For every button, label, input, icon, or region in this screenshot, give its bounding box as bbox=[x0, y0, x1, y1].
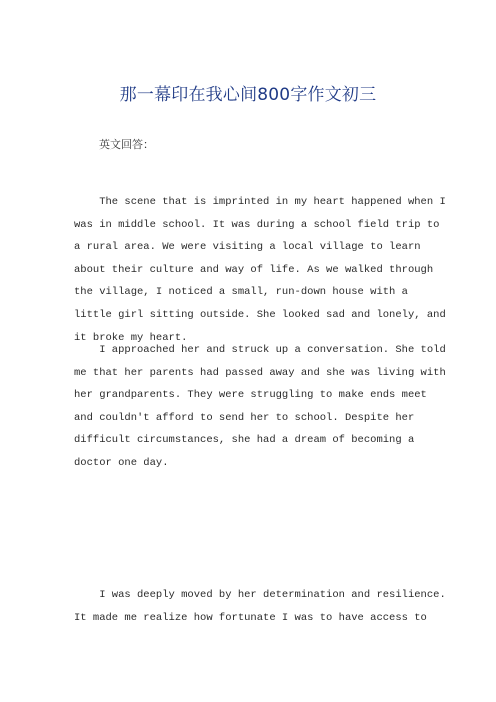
paragraph-2 bbox=[74, 339, 446, 475]
document-title: 那一幕印在我心间800字作文初三 bbox=[119, 85, 377, 105]
paragraph-line: The scene that is imprinted in my heart happened when I bbox=[74, 196, 446, 208]
paragraph-line: and couldn't afford to send her to school. Despite her bbox=[74, 411, 415, 424]
section-subheading: 英文回答： bbox=[99, 138, 154, 151]
paragraph-line: It made me realize how fortunate I was to have access to bbox=[74, 611, 427, 624]
paragraph-line: about their culture and way of life. As we walked through bbox=[74, 263, 434, 276]
paragraph-line: doctor one day. bbox=[74, 456, 169, 469]
paragraph-line: I approached her and struck up a conversation. She told bbox=[74, 344, 446, 356]
paragraph-line: her grandparents. They were struggling to make ends meet bbox=[74, 389, 427, 402]
paragraph-line: little girl sitting outside. She looked sad and lonely, and bbox=[74, 308, 446, 321]
paragraph-line: I was deeply moved by her determination and resilience. bbox=[74, 589, 446, 601]
paragraph-line: the village, I noticed a small, run-down house with a bbox=[74, 286, 408, 299]
paragraph-line: was in middle school. It was during a school field trip to bbox=[74, 218, 440, 231]
paragraph-line: it broke my heart. bbox=[74, 331, 188, 344]
paragraph-line: me that her parents had passed away and she was living with bbox=[74, 366, 446, 379]
paragraph-line: difficult circumstances, she had a dream of becoming a bbox=[74, 434, 415, 447]
paragraph-1 bbox=[74, 191, 446, 349]
paragraph-3 bbox=[74, 584, 446, 629]
paragraph-line: a rural area. We were visiting a local village to learn bbox=[74, 241, 421, 254]
